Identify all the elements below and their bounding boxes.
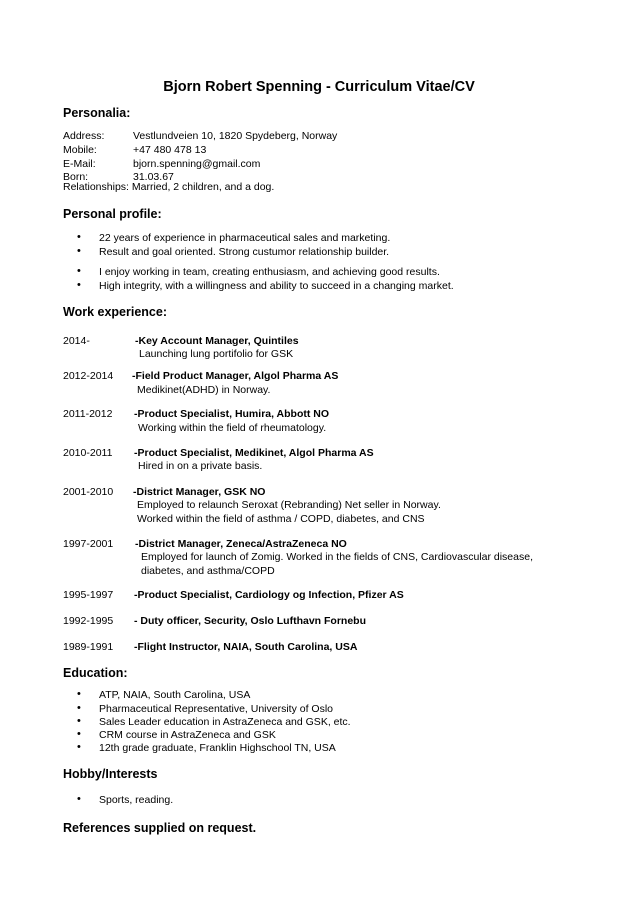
job-description: Employed to relaunch Seroxat (Rebranding) Net seller in Norway. [137, 499, 441, 511]
job-entry [63, 485, 583, 527]
hobby-heading: Hobby/Interests [63, 767, 158, 781]
email-value: bjorn.spenning@gmail.com [133, 158, 261, 170]
job-years: 1997-2001 [63, 538, 114, 550]
address-value: Vestlundveien 10, 1820 Spydeberg, Norway [133, 130, 338, 142]
list-item [63, 265, 543, 279]
job-years: 2012-2014 [63, 370, 114, 382]
job-description: Employed for launch of Zomig. Worked in the fields of CNS, Cardiovascular disease, [141, 551, 533, 563]
job-role: - Duty officer, Security, Oslo Lufthavn Fornebu [134, 615, 366, 627]
list-item-text: I enjoy working in team, creating enthusiasm, and achieving good results. [99, 266, 440, 278]
job-years: 2001-2010 [63, 486, 114, 498]
job-role: -Flight Instructor, NAIA, South Carolina, USA [134, 641, 358, 653]
job-entry [63, 537, 583, 579]
bullet-icon: • [77, 688, 81, 700]
job-entry [63, 369, 583, 399]
job-years: 2010-2011 [63, 447, 113, 459]
list-item [63, 741, 463, 755]
address-row [63, 130, 463, 144]
list-item-text: 22 years of experience in pharmaceutical sales and marketing. [99, 232, 391, 244]
list-item [63, 715, 463, 729]
relationships-row [63, 181, 463, 195]
list-item-text: CRM course in AstraZeneca and GSK [99, 729, 276, 741]
job-role: -Key Account Manager, Quintiles [135, 335, 299, 347]
job-description: Working within the field of rheumatology. [138, 422, 327, 434]
list-item-text: Sales Leader education in AstraZeneca and GSK, etc. [99, 716, 351, 728]
born-label: Born: [63, 171, 89, 183]
job-entry [63, 614, 583, 630]
job-description: Worked within the field of asthma / COPD, diabetes, and CNS [137, 513, 425, 525]
list-item [63, 279, 543, 293]
references-note: References supplied on request. [63, 821, 257, 835]
address-label: Address: [63, 130, 105, 142]
job-years: 1995-1997 [63, 589, 114, 601]
mobile-row [63, 144, 463, 158]
bullet-icon: • [77, 245, 81, 257]
job-role: -Product Specialist, Humira, Abbott NO [134, 408, 330, 420]
list-item [63, 245, 543, 259]
job-entry [63, 640, 583, 656]
mobile-label: Mobile: [63, 144, 97, 156]
list-item-text: High integrity, with a willingness and ability to succeed in a changing market. [99, 280, 454, 292]
relationships-text: Relationships: Married, 2 children, and a dog. [63, 181, 275, 193]
job-years: 2011-2012 [63, 408, 113, 420]
job-role: -District Manager, Zeneca/AstraZeneca NO [135, 538, 347, 550]
job-description: Medikinet(ADHD) in Norway. [137, 384, 271, 396]
bullet-icon: • [77, 702, 81, 714]
job-role: -Product Specialist, Medikinet, Algol Pharma AS [134, 447, 374, 459]
list-item [63, 728, 463, 742]
job-description: Hired in on a private basis. [138, 460, 263, 472]
list-item [63, 702, 463, 716]
job-years: 1989-1991 [63, 641, 114, 653]
bullet-icon: • [77, 279, 81, 291]
work-heading: Work experience: [63, 305, 167, 319]
bullet-icon: • [77, 793, 81, 805]
email-row [63, 158, 463, 172]
list-item-text: Pharmaceutical Representative, University of Oslo [99, 703, 334, 715]
mobile-value: +47 480 478 13 [133, 144, 207, 156]
job-role: -Product Specialist, Cardiology og Infection, Pfizer AS [134, 589, 404, 601]
job-description: diabetes, and asthma/COPD [141, 565, 275, 577]
list-item-text: Sports, reading. [99, 794, 174, 806]
document-title: Bjorn Robert Spenning - Curriculum Vitae/CV [163, 79, 475, 95]
list-item [63, 231, 543, 245]
job-entry [63, 446, 583, 476]
job-role: -Field Product Manager, Algol Pharma AS [132, 370, 339, 382]
email-label: E-Mail: [63, 158, 96, 170]
list-item [63, 793, 463, 807]
job-entry [63, 334, 583, 364]
job-years: 2014- [63, 335, 90, 347]
profile-heading: Personal profile: [63, 207, 162, 221]
job-role: -District Manager, GSK NO [133, 486, 266, 498]
job-years: 1992-1995 [63, 615, 114, 627]
job-entry [63, 588, 583, 604]
list-item-text: 12th grade graduate, Franklin Highschool TN, USA [99, 742, 336, 754]
personalia-heading: Personalia: [63, 106, 131, 120]
job-entry [63, 407, 583, 437]
bullet-icon: • [77, 741, 81, 753]
bullet-icon: • [77, 265, 81, 277]
list-item-text: ATP, NAIA, South Carolina, USA [99, 689, 251, 701]
list-item-text: Result and goal oriented. Strong custumor relationship builder. [99, 246, 390, 258]
job-description: Launching lung portifolio for GSK [139, 348, 294, 360]
list-item [63, 688, 463, 702]
bullet-icon: • [77, 231, 81, 243]
born-value: 31.03.67 [133, 171, 174, 183]
education-heading: Education: [63, 666, 128, 680]
bullet-icon: • [77, 715, 81, 727]
bullet-icon: • [77, 728, 81, 740]
